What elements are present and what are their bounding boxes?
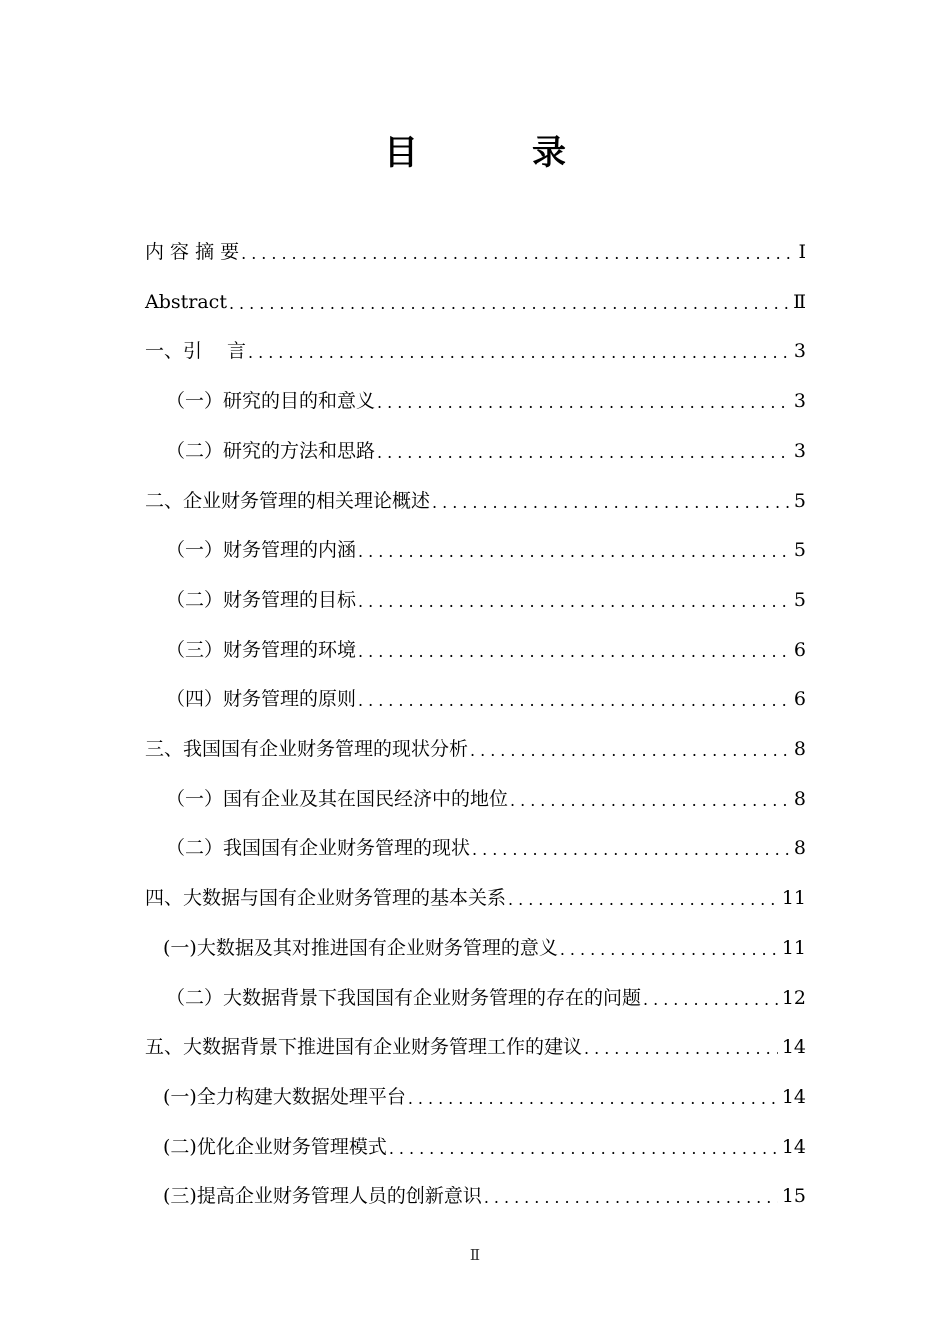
- toc-entry[interactable]: [163, 1170, 806, 1210]
- toc-entry-page: 6: [793, 638, 806, 661]
- toc-entry-label: （二）研究的方法和思路: [166, 439, 376, 462]
- toc-entry-label: (一)大数据及其对推进国有企业财务管理的意义: [163, 936, 558, 959]
- toc-entry-page: 8: [793, 738, 806, 760]
- toc-leader-dots: [508, 888, 778, 912]
- toc-entry[interactable]: [163, 1121, 806, 1161]
- toc-entry[interactable]: [166, 375, 806, 415]
- toc-leader-dots: [358, 590, 790, 614]
- toc-entry-label: （三）财务管理的环境: [166, 638, 357, 661]
- toc-entry[interactable]: [166, 574, 806, 614]
- toc-entry[interactable]: [166, 822, 806, 862]
- toc-entry-label: （二）财务管理的目标: [166, 588, 357, 611]
- toc-entry-label: 二、企业财务管理的相关理论概述: [145, 489, 431, 512]
- toc-entry[interactable]: [145, 226, 806, 266]
- toc-entry-page: 14: [781, 1135, 806, 1158]
- toc-leader-dots: [389, 1137, 778, 1161]
- toc-entry-label: 四、大数据与国有企业财务管理的基本关系: [145, 887, 507, 910]
- toc-leader-dots: [377, 441, 790, 465]
- toc-entry-page: 14: [781, 1036, 806, 1059]
- toc-entry[interactable]: [166, 624, 806, 664]
- toc-entry-label: (二)优化企业财务管理模式: [163, 1135, 387, 1158]
- toc-leader-dots: [248, 341, 790, 365]
- footer-page-number: Ⅱ: [469, 1246, 481, 1264]
- toc-entry-label: 内 容 摘 要: [145, 241, 240, 263]
- toc-entry[interactable]: [166, 773, 806, 813]
- toc-entry-label: 三、我国国有企业财务管理的现状分析: [145, 738, 469, 760]
- toc-entry-label: （一）研究的目的和意义: [166, 390, 376, 413]
- toc-entry-page: Ⅰ: [798, 241, 806, 263]
- page-title: 目 录: [384, 133, 606, 173]
- toc-entry-page: 12: [781, 986, 806, 1009]
- toc-leader-dots: [560, 938, 778, 962]
- toc-leader-dots: [408, 1087, 778, 1111]
- toc-entry-label: (一)全力构建大数据处理平台: [163, 1085, 406, 1108]
- toc-leader-dots: [358, 640, 790, 664]
- toc-entry[interactable]: [145, 872, 806, 912]
- toc-leader-dots: [470, 739, 790, 763]
- toc-entry-page: 3: [793, 390, 806, 413]
- toc-entry-page: 14: [781, 1085, 806, 1108]
- toc-entry-page: 11: [781, 936, 806, 959]
- toc-leader-dots: [358, 540, 790, 564]
- toc-entry-page: 6: [793, 688, 806, 711]
- toc-entry-page: 5: [793, 588, 806, 611]
- toc-entry-label: (三)提高企业财务管理人员的创新意识: [163, 1185, 482, 1208]
- toc-entry-label: （一）财务管理的内涵: [166, 539, 357, 562]
- toc-entry-label: （四）财务管理的原则: [166, 688, 357, 711]
- toc-entry-page: 5: [793, 489, 806, 512]
- toc-leader-dots: [377, 391, 790, 415]
- toc-leader-dots: [432, 491, 790, 515]
- toc-entry-label: Abstract: [145, 290, 227, 313]
- toc-entry-label: （二）大数据背景下我国国有企业财务管理的存在的问题: [166, 986, 642, 1009]
- toc-entry-page: 5: [793, 539, 806, 562]
- toc-entry-label: 一、引 言: [145, 340, 247, 363]
- toc-entry[interactable]: [145, 276, 806, 316]
- toc-leader-dots: [643, 988, 778, 1012]
- toc-entry-page: 11: [781, 887, 806, 910]
- toc-entry-page: 8: [793, 787, 806, 810]
- toc-entry[interactable]: [145, 1021, 806, 1061]
- toc-entry[interactable]: [145, 475, 806, 515]
- toc-entry-page: 3: [793, 340, 806, 363]
- toc-leader-dots: [229, 292, 789, 316]
- toc-leader-dots: [510, 789, 790, 813]
- toc-entry-page: Ⅱ: [793, 290, 806, 313]
- toc-entry[interactable]: [145, 723, 806, 763]
- toc-leader-dots: [241, 242, 794, 266]
- toc-entry-label: （二）我国国有企业财务管理的现状: [166, 837, 471, 860]
- toc-leader-dots: [472, 838, 790, 862]
- toc-entry-page: 3: [793, 439, 806, 462]
- toc-entry[interactable]: [163, 922, 806, 962]
- toc-leader-dots: [584, 1037, 778, 1061]
- toc-entry-page: 8: [793, 837, 806, 860]
- toc-leader-dots: [484, 1186, 778, 1210]
- toc-entry[interactable]: [166, 524, 806, 564]
- toc-entry[interactable]: [163, 1071, 806, 1111]
- toc-entry[interactable]: [166, 425, 806, 465]
- toc-entry-page: 15: [781, 1185, 806, 1208]
- toc-entry[interactable]: [166, 972, 806, 1012]
- toc-leader-dots: [358, 689, 790, 713]
- toc-entry-label: 五、大数据背景下推进国有企业财务管理工作的建议: [145, 1036, 583, 1059]
- toc-entry[interactable]: [145, 325, 806, 365]
- toc-entry-label: （一）国有企业及其在国民经济中的地位: [166, 787, 509, 810]
- toc-entry[interactable]: [166, 673, 806, 713]
